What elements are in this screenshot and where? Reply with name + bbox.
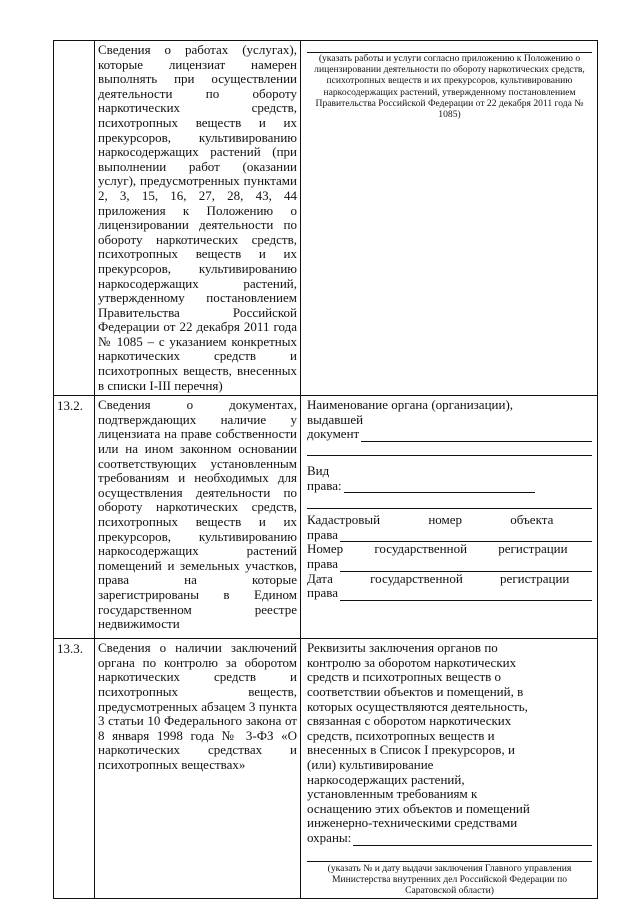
requisites-text: Реквизиты заключения органов по контролю за оборотом наркотических средств и психотропных веществ о соответствии объектов и помещений, в которых осуществляются деятельность, связанная с оборотом наркотических средств, психотропных веществ и внесенных в Список I прекурсоров, и (или) культивирование наркосодержащих растений, установленным требованиям к оснащению этих объектов и помещений инженерно-техническими средствами охраны: <box>307 641 592 845</box>
row-number: 13.3. <box>54 639 95 899</box>
conclusion-hint: (указать № и дату выдачи заключения Главного управления Министерства внутренних дел Российской Федерации по Саратовской области) <box>327 862 572 896</box>
organ-field[interactable]: документ <box>307 427 592 442</box>
row-description: Сведения о наличии заключений органа по контролю за оборотом наркотических средств и психотропных веществ, предусмотренных абзацем 3 пункта 3 статьи 10 Федерального закона от 8 января 1998 года № 3-ФЗ «О наркотических средствах и психотропных веществах» <box>98 640 297 772</box>
requisites-field[interactable]: охраны: <box>307 831 592 846</box>
requisites-extra-line[interactable] <box>307 852 592 862</box>
reg-date-field[interactable]: права <box>307 586 592 601</box>
organ-label-line2: выдавшей <box>307 411 364 427</box>
cadastral-field[interactable]: права <box>307 528 592 543</box>
row-number: 13.2. <box>54 396 95 639</box>
right-type-extra-line[interactable] <box>307 499 592 509</box>
right-type-label: Вид <box>307 463 330 479</box>
license-form-table <box>53 40 598 899</box>
table-row <box>54 639 598 899</box>
reg-number-label: Номер государственной регистрации <box>307 541 568 557</box>
cadastral-label: Кадастровый номер объекта <box>307 512 554 528</box>
row-description: Сведения о документах, подтверждающих наличие у лицензиата на праве собственности или на ином законном основании соответствующих установленным требованиям и необходимых для осуществления деятельности по обороту наркотических средств, психотропных веществ и их прекурсоров, культивированию наркосодержащих растений помещений и земельных участков, права на которые зарегистрированы в Едином государственном реестре недвижимости <box>98 397 297 632</box>
reg-date-label: Дата государственной регистрации <box>307 570 570 586</box>
works-hint: (указать работы и услуги согласно приложению к Положению о лицензировании деятельности по обороту наркотических средств, психотропных веществ и их прекурсоров, культивированию наркосодержащих растений, утвержденному постановлением Правительства Российской Федерации от 22 декабря 2011 года № 1085) <box>314 53 585 121</box>
organ-field-extra-line[interactable] <box>307 446 592 456</box>
right-type-field[interactable]: права: <box>307 479 535 494</box>
reg-number-field[interactable]: права <box>307 557 592 572</box>
table-row <box>54 41 598 396</box>
row-description: Сведения о работах (услугах), которые лицензиат намерен выполнять при осуществлении деятельности по обороту наркотических средств, психотропных веществ и их прекурсоров, культивированию наркосодержащих растений (при выполнении работ (оказании услуг), предусмотренных пунктами 2, 3, 15, 16, 27, 28, 43, 44 приложения к Положению о лицензировании деятельности по обороту наркотических средств, психотропных веществ и их прекурсоров, культивированию наркосодержащих растений, утвержденному постановлением Правительства Российской Федерации от 22 декабря 2011 года № 1085 – с указанием конкретных наркотических средств и психотропных веществ, внесенных в списки I-III перечня) <box>98 42 297 393</box>
works-input-line[interactable] <box>307 43 592 53</box>
row-number <box>54 41 95 396</box>
table-row <box>54 396 598 639</box>
organ-label: Наименование органа (организации), <box>307 397 514 413</box>
